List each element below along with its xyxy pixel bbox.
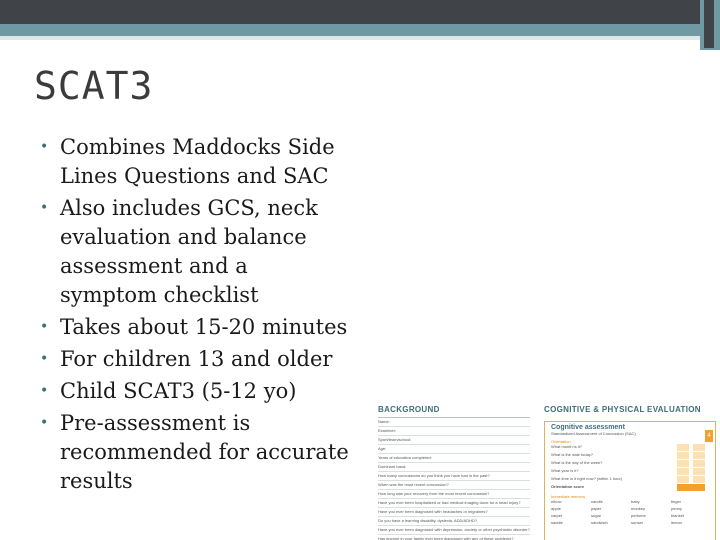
background-row [378, 490, 530, 499]
bullet-text: Pre-assessment is recommended for accurate results [60, 411, 349, 493]
background-row [378, 463, 530, 472]
background-row [378, 508, 530, 517]
background-row-label: Have you ever been diagnosed with headaches or migraines? [378, 509, 488, 514]
score-cell-0 [677, 444, 689, 451]
word-cell: finger [671, 499, 682, 504]
bullet-icon: • [40, 415, 49, 431]
background-row [378, 418, 530, 427]
background-row-label: Have you ever been hospitalized or had medical imaging done for a head injury? [378, 500, 521, 505]
background-row [378, 427, 530, 436]
bullet-item [40, 133, 350, 191]
orientation-score-cell [677, 484, 705, 491]
bullet-text: Also includes GCS, neck evaluation and balance assessment and a symptom checklist [60, 196, 318, 307]
orientation-row [551, 460, 715, 468]
background-row-label: Name: [378, 419, 390, 424]
cognitive-box [544, 421, 716, 540]
score-cell-1 [693, 460, 705, 467]
orientation-row [551, 452, 715, 460]
background-heading: BACKGROUND [378, 405, 440, 414]
bullet-item [40, 377, 350, 406]
orientation-score-row [551, 484, 715, 492]
scat3-form-image [372, 405, 720, 540]
background-row [378, 436, 530, 445]
orientation-question: What is the day of the week? [551, 460, 603, 465]
bullet-text: Takes about 15-20 minutes [60, 315, 348, 339]
bullet-icon: • [40, 139, 49, 155]
background-row [378, 526, 530, 535]
background-row [378, 472, 530, 481]
background-row [378, 535, 530, 540]
cognitive-section [544, 405, 714, 540]
word-list-row [551, 506, 715, 513]
score-cell-0 [677, 476, 689, 483]
word-cell: apple [551, 506, 561, 511]
section-number-tab: 4 [705, 430, 713, 442]
slide-title: SCAT3 [34, 64, 154, 108]
orientation-score-label: Orientation score [551, 484, 585, 489]
word-cell: penny [671, 506, 682, 511]
background-row [378, 517, 530, 526]
score-cell-1 [693, 476, 705, 483]
orientation-question: What time is it right now? (within 1 hour) [551, 476, 623, 481]
immediate-memory-heading: Immediate memory [551, 494, 586, 499]
word-cell: sugar [591, 513, 602, 518]
top-accent-band [0, 24, 720, 36]
bullet-text: Child SCAT3 (5-12 yo) [60, 379, 297, 403]
background-row-label: Have you ever been diagnosed with depression, anxiety or other psychiatric disorder? [378, 527, 530, 532]
bullet-icon: • [40, 351, 49, 367]
orientation-row [551, 468, 715, 476]
background-row [378, 454, 530, 463]
bullet-icon: • [40, 319, 49, 335]
background-row [378, 445, 530, 454]
word-list-row [551, 499, 715, 506]
background-row [378, 499, 530, 508]
word-cell: carpet [551, 513, 563, 518]
background-row-label: Age: [378, 446, 387, 451]
background-row-label: Years of education completed: [378, 455, 432, 460]
orientation-heading: Orientation [551, 439, 571, 444]
word-cell: candle [591, 499, 603, 504]
orientation-question: What is the date today? [551, 452, 594, 457]
background-row-label: How long was your recovery from the most recent concussion? [378, 491, 490, 496]
bullet-text: Combines Maddocks Side Lines Questions and SAC [60, 135, 335, 188]
word-cell: sunset [631, 520, 643, 525]
background-row-label: Dominant hand: [378, 464, 407, 469]
word-cell: paper [591, 506, 602, 511]
word-cell: lemon [671, 520, 682, 525]
score-cell-1 [693, 452, 705, 459]
orientation-row [551, 444, 715, 452]
bullet-list [40, 133, 350, 499]
word-list-row [551, 520, 715, 527]
score-cell-0 [677, 460, 689, 467]
background-row-label: Sport/team/school: [378, 437, 412, 442]
word-cell: sandwich [591, 520, 608, 525]
cognitive-title: Cognitive assessment [551, 424, 625, 431]
score-cell-1 [693, 444, 705, 451]
word-list-row [551, 513, 715, 520]
background-section [378, 405, 530, 540]
bullet-item [40, 409, 350, 496]
word-cell: blanket [671, 513, 684, 518]
score-cell-1 [693, 468, 705, 475]
background-row-label: When was the most recent concussion? [378, 482, 449, 487]
top-accent-line [0, 36, 720, 40]
background-row-label: Examiner: [378, 428, 397, 433]
score-cell-0 [677, 468, 689, 475]
word-cell: baby [631, 499, 640, 504]
word-cell: perfume [631, 513, 646, 518]
bullet-item [40, 194, 350, 310]
bullet-item [40, 313, 350, 342]
background-row-label: How many concussions do you think you have had in the past? [378, 473, 490, 478]
bullet-item [40, 345, 350, 374]
background-rows [378, 418, 530, 540]
orientation-rows [545, 444, 715, 484]
corner-decoration-inner [704, 0, 714, 48]
word-cell: elbow [551, 499, 562, 504]
orientation-question: What year is it? [551, 468, 579, 473]
background-row-label: Do you have a learning disability, dyslexia, ADD/ADHD? [378, 518, 478, 523]
bullet-icon: • [40, 383, 49, 399]
cognitive-subtitle: Standardized Assessment of Concussion (SAC) [551, 431, 636, 436]
word-list-rows [545, 499, 715, 527]
orientation-row [551, 476, 715, 484]
orientation-question: What month is it? [551, 444, 582, 449]
background-row-label: Has anyone in your family ever been diagnosed with any of these problems? [378, 536, 514, 540]
bullet-text: For children 13 and older [60, 347, 333, 371]
background-row [378, 481, 530, 490]
top-banner [0, 0, 720, 24]
cognitive-heading: COGNITIVE & PHYSICAL EVALUATION [544, 405, 701, 414]
bullet-icon: • [40, 200, 49, 216]
word-cell: monkey [631, 506, 646, 511]
word-cell: saddle [551, 520, 563, 525]
score-cell-0 [677, 452, 689, 459]
corner-decoration [700, 0, 720, 50]
